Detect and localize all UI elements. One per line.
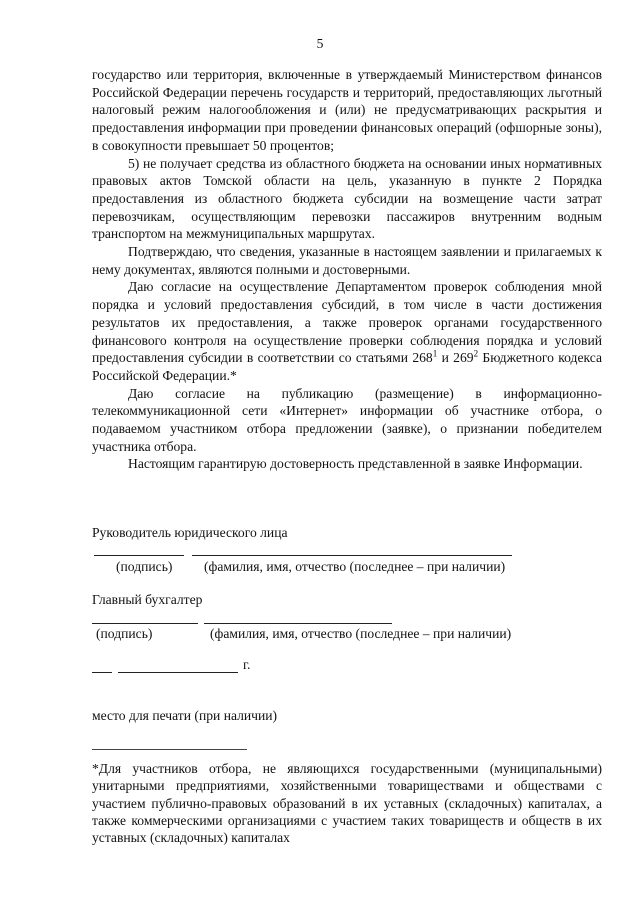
head-signature-line [94, 555, 184, 556]
head-name-line [192, 555, 512, 556]
accountant-name-line [204, 623, 392, 624]
head-name-caption: (фамилия, имя, отчество (последнее – при наличии) [204, 559, 506, 574]
paragraph-consent-inspection [92, 278, 602, 384]
accountant-signature-line [92, 623, 198, 624]
date-month-line [118, 672, 238, 673]
accountant-title: Главный бухгалтер [92, 592, 203, 607]
accountant-name-caption: (фамилия, имя, отчество (последнее – при наличии) [210, 626, 512, 641]
paragraph-consent-publication: Даю согласие на публикацию (размещение) в информационно-телекоммуникационной сети «Интернет» информации об участнике отбора, о подаваемом участником отбора предложении (заявке), о признании победителем участника отбора. [92, 385, 602, 454]
head-signature-caption: (подпись) [116, 559, 173, 574]
document-body [92, 66, 602, 473]
footnote: *Для участников отбора, не являющихся государственными (муниципальными) унитарными предприятиями, хозяйственными товариществами и обществами с участием публично-правовых образований в их уставных (складочных) капиталах, а также коммерческими организациями с участием таких товариществ и обществ в их уставных (складочных) капиталах [92, 761, 602, 846]
page-number: 5 [316, 36, 324, 51]
consent-text-2: и 269 [437, 350, 474, 366]
superscript-2: 2 [473, 348, 479, 359]
head-title: Руководитель юридического лица [92, 525, 288, 540]
consent-text-1: Даю согласие на осуществление Департаментом проверок соблюдения мной порядка и условий предоставления субсидий, в том числе в части достижения результатов их предоставления, а также проверок органами государственного финансового контроля на осуществление проверки соблюдения порядка и условий предоставления субсидии в соответствии со статьями 268 [92, 279, 602, 366]
date-suffix: г. [243, 657, 251, 672]
paragraph-confirmation: Подтверждаю, что сведения, указанные в настоящем заявлении и прилагаемых к нему документах, являются полными и достоверными. [92, 244, 602, 277]
paragraph-item-5: 5) не получает средства из областного бюджета на основании иных нормативных правовых актов Томской области на цель, указанную в пункте 2 Порядка предоставления из областного бюджета субсидии на возмещение части затрат перевозчикам, осуществляющим перевозки пассажиров внутренним водным транспортом на межмуниципальных маршрутах. [92, 155, 602, 242]
paragraph-offshore: государство или территория, включенные в утверждаемый Министерством финансов Российской Федерации перечень государств и территорий, предоставляющих льготный налоговый режим налогообложения и (или) не предусматривающих раскрытия и предоставления информации при проведении финансовых операций (офшорные зоны), в совокупности превышает 50 процентов; [92, 67, 602, 153]
date-day-line [92, 672, 112, 673]
consent-text-3: Бюджетного кодекса Российской Федерации.* [92, 350, 602, 383]
stamp-place: место для печати (при наличии) [92, 708, 278, 723]
paragraph-guarantee: Настоящим гарантирую достоверность представленной в заявке Информации. [128, 456, 583, 472]
accountant-signature-caption: (подпись) [96, 626, 153, 641]
superscript-1: 1 [432, 348, 438, 359]
footnote-separator [92, 749, 247, 750]
